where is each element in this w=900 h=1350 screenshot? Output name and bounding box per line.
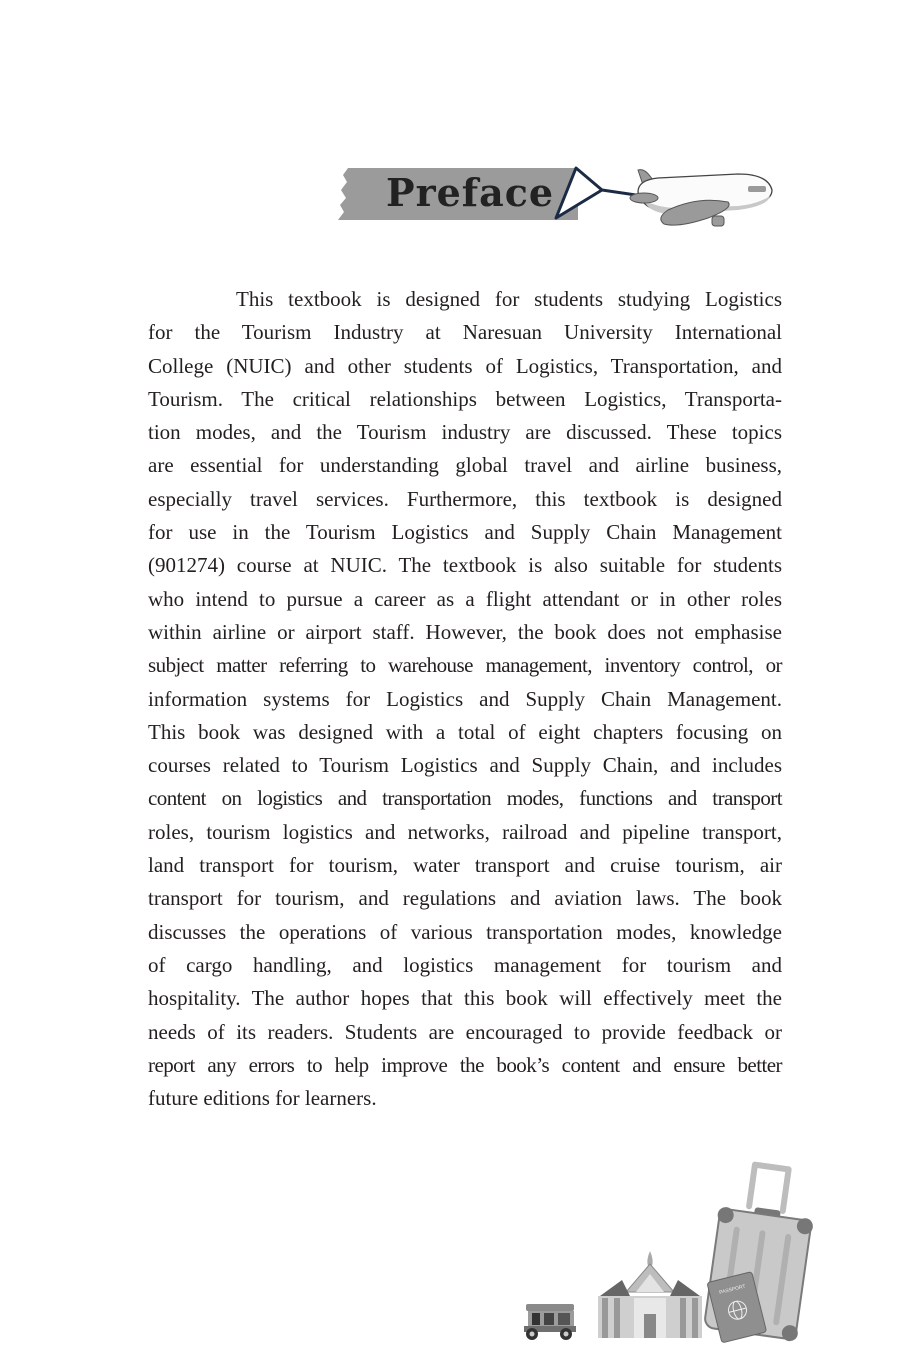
- text-line: content on logistics and transportation modes, functions and transport: [148, 786, 782, 811]
- text-line: future editions for learners.: [148, 1086, 377, 1111]
- text-line: (901274) course at NUIC. The textbook is also suitable for students: [148, 553, 782, 578]
- text-line: discusses the operations of various transportation modes, knowledge: [148, 919, 782, 944]
- tuk-tuk-icon: [524, 1304, 576, 1340]
- text-line: Tourism. The critical relationships between Logistics, Transporta-: [148, 386, 782, 411]
- text-line: are essential for understanding global travel and airline business,: [148, 453, 782, 478]
- travel-illustration: [518, 1158, 818, 1343]
- text-line: roles, tourism logistics and networks, railroad and pipeline transport,: [148, 819, 782, 844]
- text-line: This textbook is designed for students studying Logistics: [236, 287, 782, 311]
- text-line: subject matter referring to warehouse management, inventory control, or: [148, 653, 782, 678]
- text-line: for use in the Tourism Logistics and Supply Chain Management: [148, 520, 782, 545]
- text-line: This book was designed with a total of eight chapters focusing on: [148, 719, 782, 744]
- tow-line: [602, 190, 636, 195]
- text-line: needs of its readers. Students are encouraged to provide feedback or: [148, 1019, 782, 1044]
- text-line: tion modes, and the Tourism industry are discussed. These topics: [148, 420, 782, 445]
- airplane-icon: [630, 170, 772, 226]
- text-line: who intend to pursue a career as a flight attendant or in other roles: [148, 586, 782, 611]
- text-line: for the Tourism Industry at Naresuan University International: [148, 320, 782, 345]
- text-line: land transport for tourism, water transport and cruise tourism, air: [148, 853, 782, 878]
- text-line: hospitality. The author hopes that this book will effectively meet the: [148, 986, 782, 1011]
- text-line: courses related to Tourism Logistics and Supply Chain, and includes: [148, 753, 782, 778]
- text-line: information systems for Logistics and Supply Chain Management.: [148, 686, 782, 711]
- text-line: of cargo handling, and logistics management for tourism and: [148, 952, 782, 977]
- text-line: transport for tourism, and regulations and aviation laws. The book: [148, 886, 782, 911]
- text-line: within airline or airport staff. However, the book does not emphasise: [148, 619, 782, 644]
- text-line: especially travel services. Furthermore, this textbook is designed: [148, 486, 782, 511]
- preface-paragraph: [148, 283, 782, 1115]
- passport-label: PASSPORT: [718, 1283, 747, 1296]
- thai-temple-icon: [598, 1251, 702, 1338]
- page-title: Preface: [386, 170, 555, 215]
- text-line: College (NUIC) and other students of Logistics, Transportation, and: [148, 353, 782, 378]
- text-line: report any errors to help improve the book’s content and ensure better: [148, 1052, 782, 1077]
